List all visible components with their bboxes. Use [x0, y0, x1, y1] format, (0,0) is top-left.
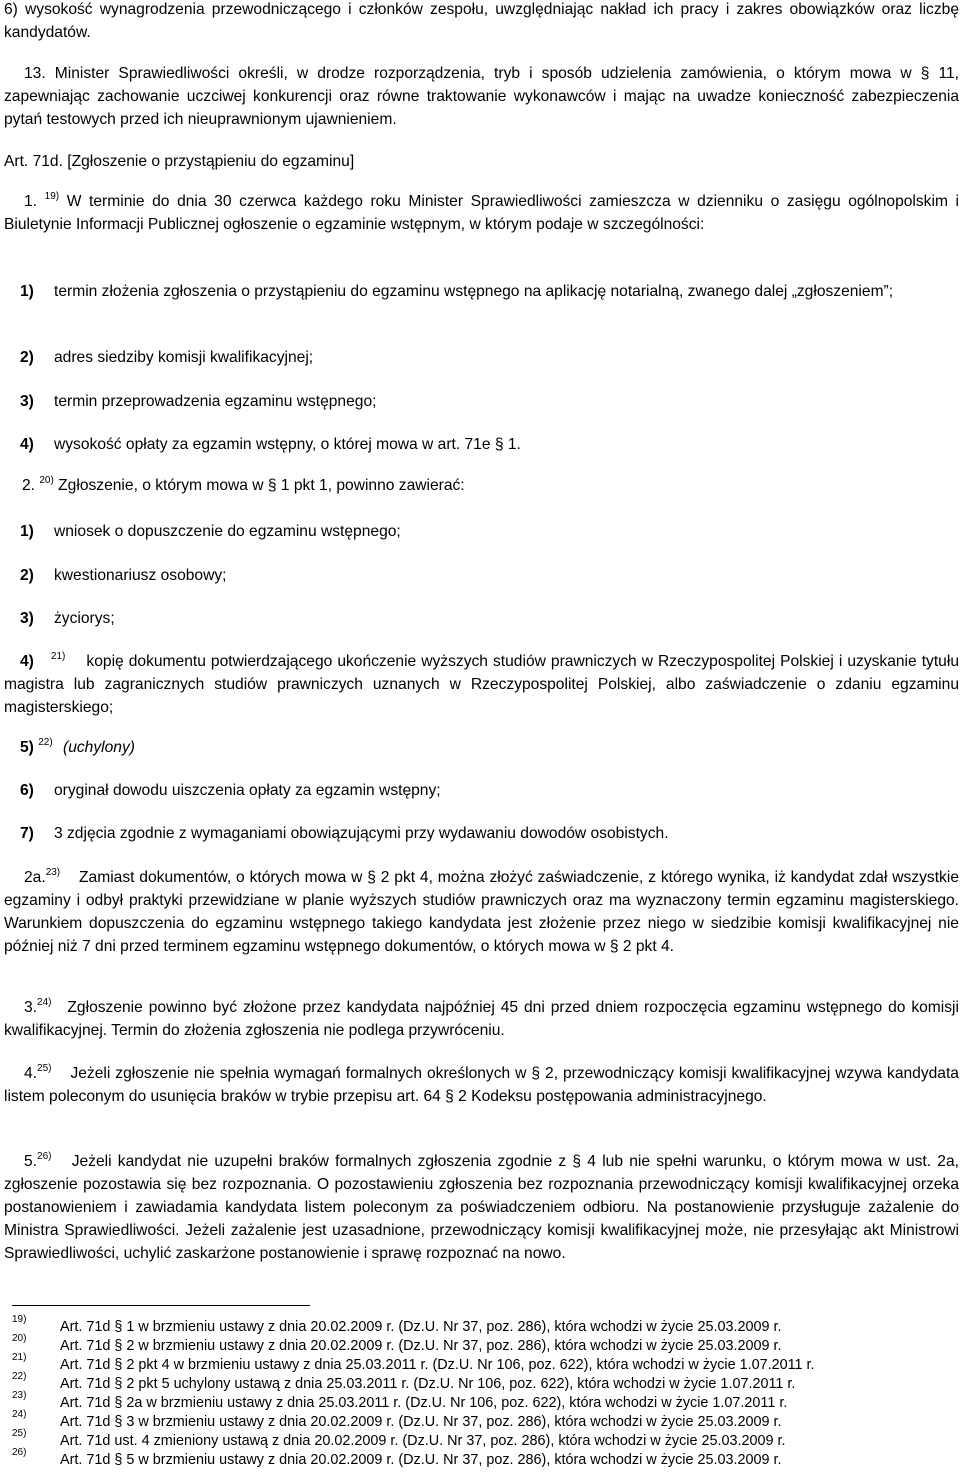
section-number: 2.: [22, 477, 36, 494]
item-text: kopię dokumentu potwierdzającego ukończenie wyższych studiów prawniczych w Rzeczypospolitej Polskiej i uzyskanie tytułu magistra lub zagranicznych studiów prawniczych uznanych w Rzeczypospolitej Polskiej, albo zaświadczenie o zdaniu egzaminu magisterskiego;: [4, 653, 959, 716]
footnote-mark: 23): [12, 1390, 27, 1401]
item-number: 2): [20, 349, 34, 366]
item-number: 1): [20, 523, 34, 540]
list-item: [20, 607, 960, 630]
item-text: kwestionariusz osobowy;: [54, 567, 227, 584]
footnote-mark: 26): [12, 1447, 27, 1458]
footnote-mark: 19): [12, 1314, 27, 1325]
item-text: wniosek o dopuszczenie do egzaminu wstępnego;: [54, 523, 401, 540]
list-item: [20, 280, 960, 303]
footnote-separator: [12, 1305, 310, 1306]
item-number: 4): [20, 653, 34, 670]
footnote-ref: 19): [44, 190, 60, 202]
footnote-text: Art. 71d § 2 pkt 5 uchylony ustawą z dnia 25.03.2011 r. (Dz.U. Nr 106, poz. 622), która wchodzi w życie 1.07.2011 r.: [60, 1376, 796, 1392]
footnote-mark: 20): [12, 1333, 27, 1344]
list-item: [20, 779, 960, 802]
list-item: [20, 346, 960, 369]
footnote-ref: 20): [39, 474, 54, 486]
footnote-mark: 24): [12, 1409, 27, 1420]
footnote-ref: 26): [37, 1150, 52, 1162]
section-number: 3.: [24, 999, 38, 1016]
paragraph-13: 13. Minister Sprawiedliwości określi, w drodze rozporządzenia, tryb i sposób udzielenia zamówienia, o którym mowa w § 11, zapewniając zachowanie uczciwej konkurencji oraz równe traktowanie wykonawców i mając na uwadze konieczność zabezpieczenia pytań testowych przed ich nieuprawnionym ujawnieniem.: [4, 65, 959, 128]
list-item: [20, 822, 960, 845]
section-number: 4.: [24, 1065, 38, 1082]
footnote-text: Art. 71d ust. 4 zmieniony ustawą z dnia 20.02.2009 r. (Dz.U. Nr 37, poz. 286), która wchodzi w życie 25.03.2009 r.: [60, 1433, 786, 1449]
section-text: Zgłoszenie, o którym mowa w § 1 pkt 1, powinno zawierać:: [58, 477, 465, 494]
item-number: 1): [20, 283, 34, 300]
list-item: [20, 736, 960, 759]
list-item: [20, 390, 960, 413]
list-item: [20, 520, 960, 543]
item-text: życiorys;: [54, 610, 115, 627]
item-text: termin przeprowadzenia egzaminu wstępnego;: [54, 393, 377, 410]
section-2a: [4, 866, 959, 958]
footnote-text: Art. 71d § 5 w brzmieniu ustawy z dnia 20.02.2009 r. (Dz.U. Nr 37, poz. 286), która wchodzi w życie 25.03.2009 r.: [60, 1452, 782, 1468]
list-item: [4, 650, 959, 719]
section-text: Zamiast dokumentów, o których mowa w § 2 pkt 4, można złożyć zaświadczenie, z którego wynika, iż kandydat zdał wszystkie egzaminy i odbył praktyki przewidziane w planie wyższych studiów prawniczych oraz ma wyznaczony termin egzaminu magisterskiego. Warunkiem dopuszczenia do egzaminu wstępnego takiego kandydata jest złożenie przez niego w siedzibie komisji kwalifikacyjnej nie później niż 7 dni przed terminem egzaminu wstępnego dokumentów, o których mowa w § 2 pkt 4.: [4, 869, 959, 955]
footnote-text: Art. 71d § 1 w brzmieniu ustawy z dnia 20.02.2009 r. (Dz.U. Nr 37, poz. 286), która wchodzi w życie 25.03.2009 r.: [60, 1319, 782, 1335]
section-3: [4, 996, 959, 1042]
item-text: oryginał dowodu uiszczenia opłaty za egzamin wstępny;: [54, 782, 441, 799]
section-number: 2a.: [24, 869, 46, 886]
footnote-mark: 21): [12, 1352, 27, 1363]
footnote-mark: 25): [12, 1428, 27, 1439]
item-text: wysokość opłaty za egzamin wstępny, o której mowa w art. 71e § 1.: [54, 436, 521, 453]
section-number: 1.: [24, 193, 38, 210]
item-number: 6): [20, 782, 34, 799]
list-item: [20, 433, 960, 456]
item-number: 5): [20, 739, 34, 756]
section-text: Zgłoszenie powinno być złożone przez kandydata najpóźniej 45 dni przed dniem rozpoczęcia egzaminu wstępnego do komisji kwalifikacyjnej. Termin do złożenia zgłoszenia nie podlega przywróceniu.: [4, 999, 959, 1039]
footnote-mark: 22): [12, 1371, 27, 1382]
footnote-ref: 23): [45, 866, 61, 878]
item-text: (uchylony): [63, 739, 135, 756]
section-2: [4, 474, 959, 497]
footnote-text: Art. 71d § 2a w brzmieniu ustawy z dnia 25.03.2011 r. (Dz.U. Nr 106, poz. 622), która wchodzi w życie 1.07.2011 r.: [60, 1395, 788, 1411]
item-number: 7): [20, 825, 34, 842]
section-text: Jeżeli zgłoszenie nie spełnia wymagań formalnych określonych w § 2, przewodniczący komisji kwalifikacyjnej wzywa kandydata listem poleconym do usunięcia braków w trybie przepisu art. 64 § 2 Kodeksu postępowania administracyjnego.: [4, 1065, 959, 1105]
item-number: 3): [20, 393, 34, 410]
item-number: 3): [20, 610, 34, 627]
footnote-text: Art. 71d § 2 w brzmieniu ustawy z dnia 20.02.2009 r. (Dz.U. Nr 37, poz. 286), która wchodzi w życie 25.03.2009 r.: [60, 1338, 782, 1354]
section-4: [4, 1062, 959, 1108]
footnote-text: Art. 71d § 2 pkt 4 w brzmieniu ustawy z dnia 25.03.2011 r. (Dz.U. Nr 106, poz. 622), która wchodzi w życie 1.07.2011 r.: [60, 1357, 815, 1373]
section-text: Jeżeli kandydat nie uzupełni braków formalnych zgłoszenia zgodnie z § 4 lub nie spełni warunku, o którym mowa w ust. 2a, zgłoszenie pozostawia się bez rozpoznania. O pozostawieniu zgłoszenia bez rozpoznania przewodniczący komisji kwalifikacyjnej orzeka postanowieniem i zawiadamia kandydata listem poleconym za poświadczeniem odbioru. Na postanowienie przysługuje zażalenie do Ministra Sprawiedliwości. Jeżeli zażalenie jest uzasadnione, przewodniczący komisji kwalifikacyjnej może, nie przesyłając akt Ministrowi Sprawiedliwości, uchylić zaskarżone postanowienie i sprawę rozpoznać na nowo.: [4, 1153, 959, 1262]
item-text: termin złożenia zgłoszenia o przystąpieniu do egzaminu wstępnego na aplikację notarialną, zwanego dalej „zgłoszeniem”;: [54, 283, 894, 300]
item-number: 2): [20, 567, 34, 584]
item-text: adres siedziby komisji kwalifikacyjnej;: [54, 349, 314, 366]
article-heading: Art. 71d. [Zgłoszenie o przystąpieniu do egzaminu]: [4, 153, 355, 170]
section-5: [4, 1150, 959, 1265]
footnote-ref: 22): [38, 736, 53, 748]
paragraph-item-6: 6) wysokość wynagrodzenia przewodniczącego i członków zespołu, uwzględniając nakład ich pracy i zakres obowiązków oraz liczbę kandydatów.: [4, 1, 959, 41]
footnote-ref: 21): [50, 650, 66, 662]
section-number: 5.: [24, 1153, 38, 1170]
section-1: [4, 190, 959, 236]
section-text: W terminie do dnia 30 czerwca każdego roku Minister Sprawiedliwości zamieszcza w dzienniku o zasięgu ogólnopolskim i Biuletynie Informacji Publicznej ogłoszenie o egzaminie wstępnym, w którym podaje w szczególności:: [4, 193, 960, 233]
footnote-ref: 25): [37, 1062, 52, 1074]
footnote-ref: 24): [37, 996, 52, 1008]
list-item: [20, 564, 960, 587]
item-number: 4): [20, 436, 34, 453]
footnote-text: Art. 71d § 3 w brzmieniu ustawy z dnia 20.02.2009 r. (Dz.U. Nr 37, poz. 286), która wchodzi w życie 25.03.2009 r.: [60, 1414, 782, 1430]
item-text: 3 zdjęcia zgodnie z wymaganiami obowiązującymi przy wydawaniu dowodów osobistych.: [54, 825, 669, 842]
